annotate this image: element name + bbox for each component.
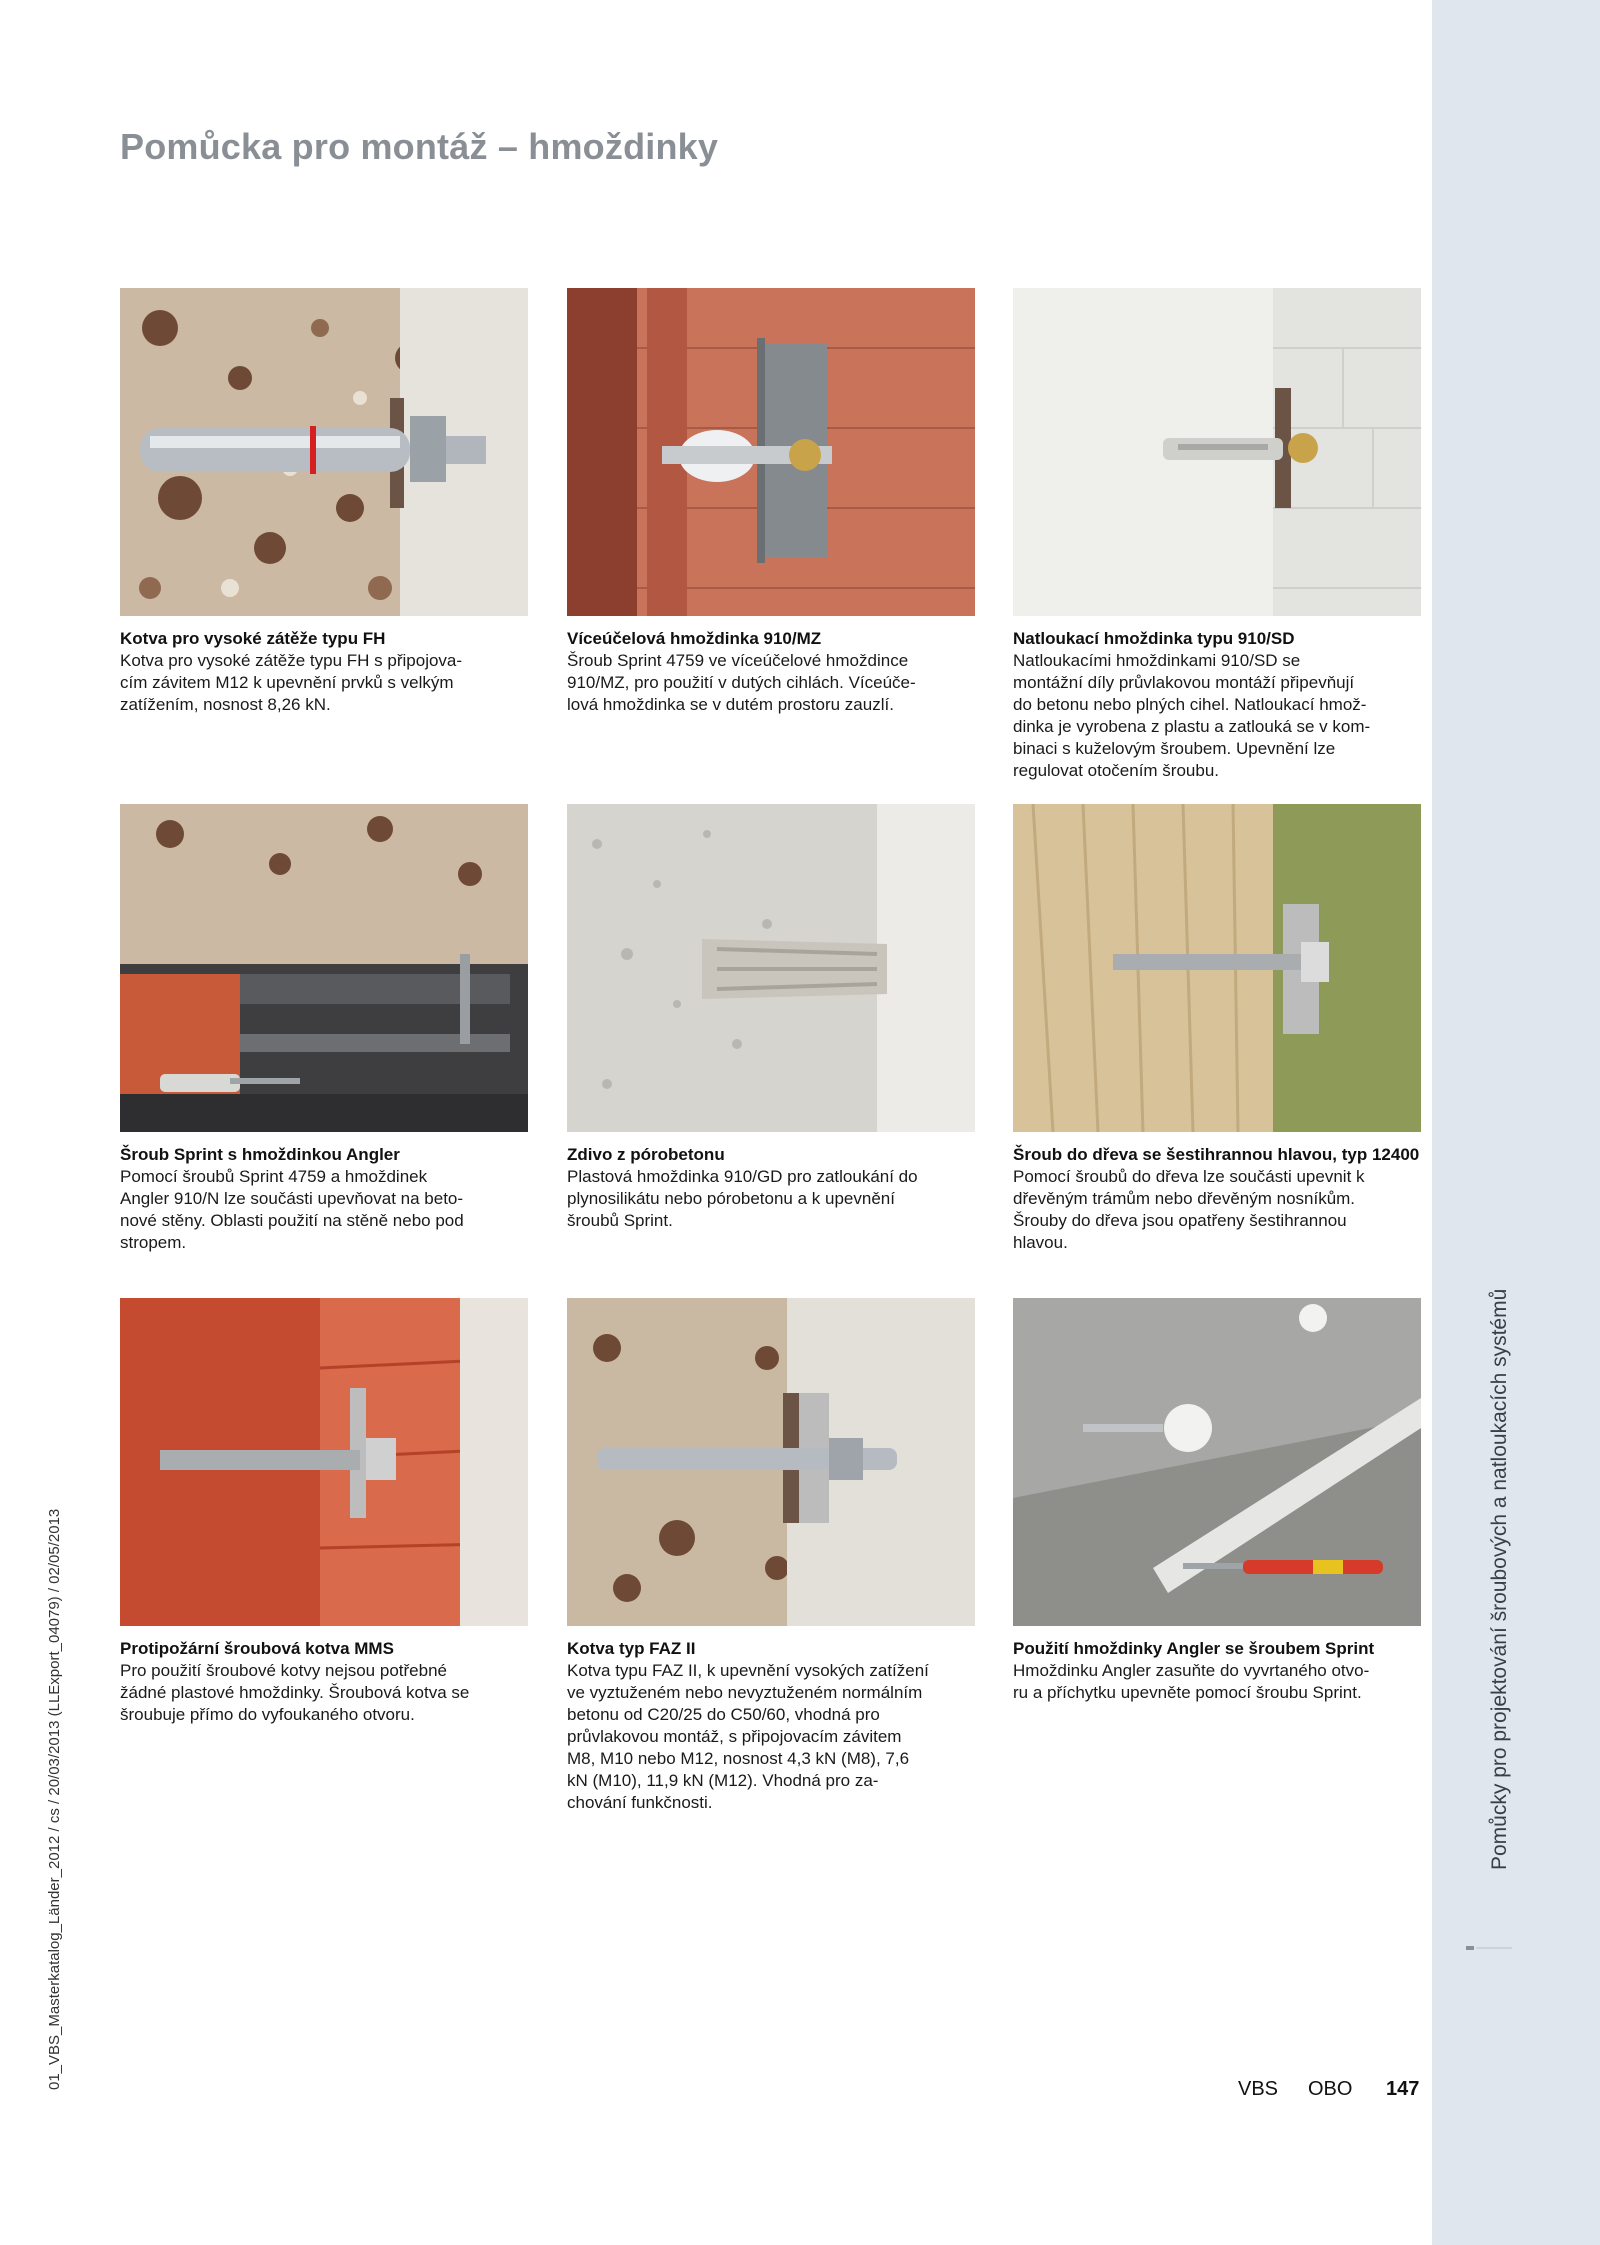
product-description-wood-screw: Pomocí šroubů do dřeva lze součásti upevnit k dřevěným trámům nebo dřevěným nosníkům. Šrouby do dřeva jsou opatřeny šestihrannou hlavou. xyxy=(1013,1167,1365,1252)
product-card-faz2 xyxy=(567,1298,975,1814)
product-photo-910sd xyxy=(1013,288,1421,616)
product-card-fh-anchor xyxy=(120,288,528,716)
product-title-910mz: Víceúčelová hmoždinka 910/MZ xyxy=(567,629,822,648)
left-margin-vertical-text: 01_VBS_Masterkatalog_Länder_2012 / cs / 20/03/2013 (LLExport_04079) / 02/05/2013 xyxy=(46,1508,63,2090)
product-photo-910mz xyxy=(567,288,975,616)
product-card-910mz xyxy=(567,288,975,716)
product-card-mms xyxy=(120,1298,528,1726)
product-card-porobeton xyxy=(567,804,975,1232)
product-title-angler-sprint: Použití hmoždinky Angler se šroubem Sprint xyxy=(1013,1639,1375,1658)
product-description-angler: Pomocí šroubů Sprint 4759 a hmoždinek Angler 910/N lze součásti upevňovat na beto- nové stěny. Oblasti použití na stěně nebo pod stropem. xyxy=(120,1167,464,1252)
product-description-910sd: Natloukacími hmoždinkami 910/SD se montážní díly průvlakovou montáží připevňují do betonu nebo plných cihel. Natloukací hmož- dinka je vyrobena z plastu a zatlouká se v kom- binaci s kuželovým šroubem. Upevnění lze regulovat otočením šroubu. xyxy=(1013,651,1371,780)
product-photo-mms xyxy=(120,1298,528,1626)
product-description-fh-anchor: Kotva pro vysoké zátěže typu FH s připojova- cím závitem M12 k upevnění prvků s velkým zatížením, nosnost 8,26 kN. xyxy=(120,651,463,714)
product-card-wood-screw xyxy=(1013,804,1421,1254)
product-title-fh-anchor: Kotva pro vysoké zátěže typu FH xyxy=(120,629,386,648)
page-title: Pomůcka pro montáž – hmoždinky xyxy=(120,126,719,167)
product-description-mms: Pro použití šroubové kotvy nejsou potřebné žádné plastové hmoždinky. Šroubová kotva se šroubuje přímo do vyfoukaného otvoru. xyxy=(120,1661,470,1724)
product-photo-angler-sprint xyxy=(1013,1298,1421,1626)
product-photo-faz2 xyxy=(567,1298,975,1626)
product-title-wood-screw: Šroub do dřeva se šestihrannou hlavou, typ 12400 xyxy=(1013,1145,1420,1164)
product-description-angler-sprint: Hmoždinku Angler zasuňte do vyvrtaného otvo- ru a příchytku upevněte pomocí šroubu Sprint. xyxy=(1013,1661,1370,1702)
sidebar-mark-icon xyxy=(1466,1945,1512,1951)
product-title-faz2: Kotva typ FAZ II xyxy=(567,1639,696,1658)
footer-brand-vbs: VBS xyxy=(1238,2078,1279,2100)
product-title-angler: Šroub Sprint s hmoždinkou Angler xyxy=(120,1145,400,1164)
footer-brand-obo: OBO xyxy=(1308,2078,1353,2100)
product-title-910sd: Natloukací hmoždinka typu 910/SD xyxy=(1013,629,1295,648)
product-card-angler xyxy=(120,804,528,1254)
right-sidebar-band xyxy=(1432,0,1600,2245)
product-photo-porobeton xyxy=(567,804,975,1132)
page-number: 147 xyxy=(1386,2078,1420,2100)
product-photo-fh-anchor xyxy=(120,288,528,616)
product-photo-wood-screw xyxy=(1013,804,1421,1132)
product-description-porobeton: Plastová hmoždinka 910/GD pro zatloukání do plynosilikátu nebo pórobetonu a k upevnění šroubů Sprint. xyxy=(567,1167,918,1230)
product-description-910mz: Šroub Sprint 4759 ve víceúčelové hmoždince 910/MZ, pro použití v dutých cihlách. Víceúče- lová hmoždinka se v dutém prostoru zauzlí. xyxy=(567,651,916,714)
product-card-910sd xyxy=(1013,288,1421,782)
product-title-porobeton: Zdivo z pórobetonu xyxy=(567,1145,725,1164)
product-photo-angler xyxy=(120,804,528,1132)
product-description-faz2: Kotva typu FAZ II, k upevnění vysokých zatížení ve vyztuženém nebo nevyztuženém normálním betonu od C20/25 do C50/60, vhodná pro průvlakovou montáž, s připojovacím závitem M8, M10 nebo M12, nosnost 4,3 kN (M8), 7,6 kN (M10), 11,9 kN (M12). Vhodná pro za- chování funkčnosti. xyxy=(567,1661,929,1812)
sidebar-vertical-text: Pomůcky pro projektování šroubových a natloukacích systémů xyxy=(1488,1288,1511,1870)
product-card-angler-sprint xyxy=(1013,1298,1421,1704)
product-title-mms: Protipožární šroubová kotva MMS xyxy=(120,1639,394,1658)
